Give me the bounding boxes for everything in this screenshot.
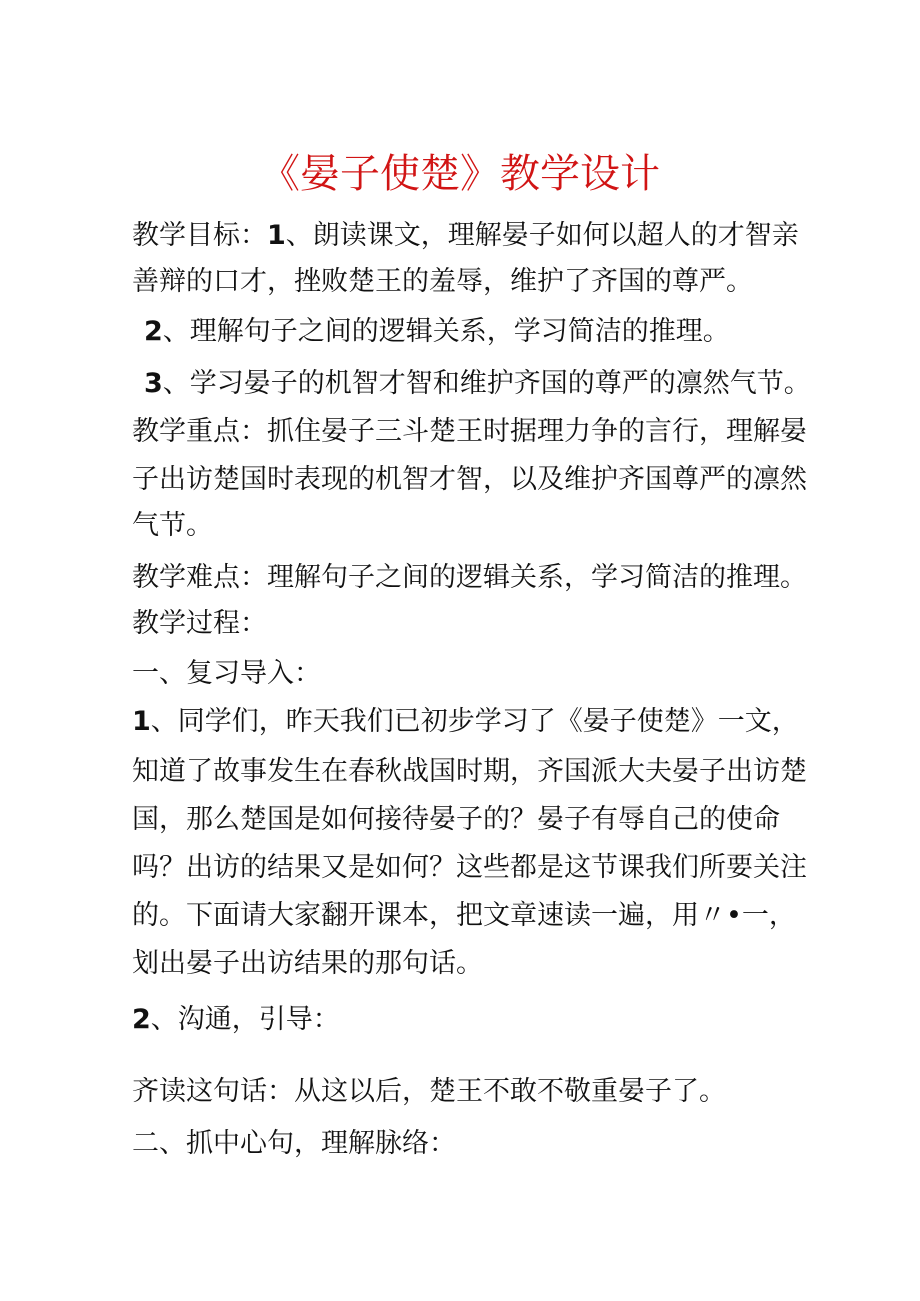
objective-2-text: 、理解句子之间的逻辑关系，学习简洁的推理。 bbox=[162, 316, 730, 347]
step-1-line-3: 国，那么楚国是如何接待晏子的？晏子有辱自己的使命 bbox=[132, 804, 780, 835]
section-2-heading: 二、抓中心句，理解脉络： bbox=[132, 1128, 456, 1159]
objective-number-3: 3 bbox=[144, 368, 163, 399]
key-points-line-2: 子出访楚国时表现的机智才智，以及维护齐国尊严的凛然 bbox=[132, 464, 807, 495]
key-points-line-3: 气节。 bbox=[132, 510, 213, 541]
step-number-2: 2 bbox=[132, 1004, 151, 1035]
objective-3 bbox=[144, 366, 811, 402]
step-1-line-5: 的。下面请大家翻开课本，把文章速读一遍，用〃•一， bbox=[132, 900, 796, 931]
objective-2 bbox=[144, 314, 730, 350]
step-1-line-4: 吗？出访的结果又是如何？这些都是这节课我们所要关注 bbox=[132, 852, 807, 883]
step-1-line-2: 知道了故事发生在春秋战国时期，齐国派大夫晏子出访楚 bbox=[132, 756, 807, 787]
step-1-line-6: 划出晏子出访结果的那句话。 bbox=[132, 948, 483, 979]
section-1-heading: 一、复习导入： bbox=[132, 658, 321, 689]
objective-1-text: 、朗读课文，理解晏子如何以超人的才智亲 bbox=[285, 220, 799, 251]
objective-3-text: 、学习晏子的机智才智和维护齐国的尊严的凛然气节。 bbox=[162, 368, 811, 399]
step-2 bbox=[132, 1002, 340, 1038]
step-number-1: 1 bbox=[132, 706, 151, 737]
objective-number-1: 1 bbox=[267, 220, 286, 251]
process-label: 教学过程： bbox=[132, 608, 267, 639]
objective-number-2: 2 bbox=[144, 316, 163, 347]
objectives-line-1 bbox=[132, 218, 799, 254]
difficulty-line: 教学难点：理解句子之间的逻辑关系，学习简洁的推理。 bbox=[132, 562, 807, 593]
step-1-text: 、同学们，昨天我们已初步学习了《晏子使楚》一文， bbox=[150, 706, 799, 737]
read-aloud-line: 齐读这句话：从这以后，楚王不敢不敬重晏子了。 bbox=[132, 1076, 726, 1107]
key-points-line-1: 教学重点：抓住晏子三斗楚王时据理力争的言行，理解晏 bbox=[132, 416, 807, 447]
document-title: 《晏子使楚》教学设计 bbox=[260, 151, 660, 197]
step-2-text: 、沟通，引导： bbox=[150, 1004, 340, 1035]
objectives-label: 教学目标： bbox=[132, 220, 267, 251]
objective-1-continuation: 善辩的口才，挫败楚王的羞辱，维护了齐国的尊严。 bbox=[132, 266, 753, 297]
step-1-line-1 bbox=[132, 704, 799, 740]
